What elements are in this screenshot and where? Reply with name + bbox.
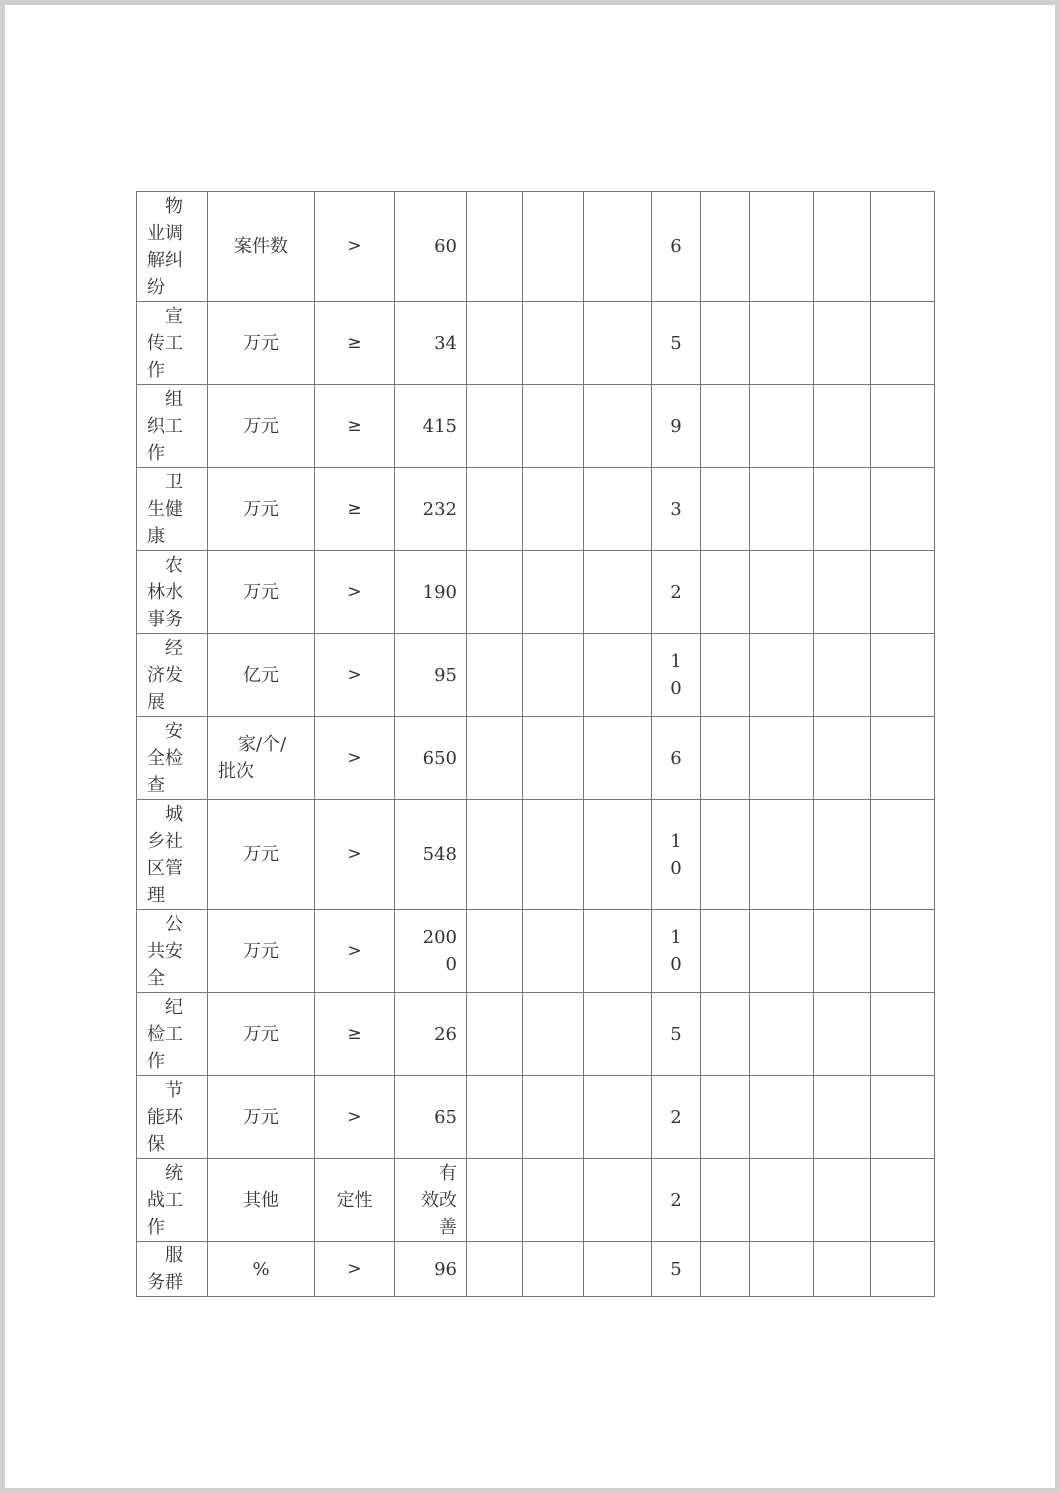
indicator-name-line: 共安 <box>147 940 183 962</box>
table-row <box>137 468 935 551</box>
indicator-name-line: 解纠 <box>147 249 183 271</box>
empty-cell <box>750 800 814 910</box>
empty-cell <box>467 551 523 634</box>
indicator-name-cell <box>137 1159 208 1242</box>
table-row <box>137 993 935 1076</box>
table-row <box>137 1159 935 1242</box>
document-page <box>5 5 1055 1488</box>
indicator-name-line: 展 <box>147 691 165 713</box>
empty-cell <box>871 468 935 551</box>
empty-cell <box>750 302 814 385</box>
comparison-operator-cell: > <box>315 910 395 993</box>
target-value-cell: 232 <box>395 468 467 551</box>
empty-cell <box>467 468 523 551</box>
unit-cell: 案件数 <box>208 192 315 302</box>
empty-cell <box>584 192 652 302</box>
empty-cell <box>701 1076 750 1159</box>
indicator-name-line: 组 <box>165 388 183 410</box>
empty-cell <box>523 192 584 302</box>
empty-cell <box>701 1242 750 1297</box>
empty-cell <box>814 800 871 910</box>
empty-cell <box>814 1159 871 1242</box>
indicator-name-cell <box>137 468 208 551</box>
empty-cell <box>523 800 584 910</box>
indicator-name-cell <box>137 800 208 910</box>
empty-cell <box>701 468 750 551</box>
table-row <box>137 634 935 717</box>
score-cell: 6 <box>652 192 701 302</box>
empty-cell <box>701 993 750 1076</box>
empty-cell <box>701 717 750 800</box>
indicator-name-line: 保 <box>147 1133 165 1155</box>
indicator-name-cell <box>137 993 208 1076</box>
comparison-operator-cell: > <box>315 717 395 800</box>
indicator-name-line: 生健 <box>147 498 183 520</box>
empty-cell <box>584 551 652 634</box>
score-cell: 1 0 <box>652 634 701 717</box>
target-value-cell: 60 <box>395 192 467 302</box>
empty-cell <box>523 1076 584 1159</box>
indicator-name-line: 作 <box>147 1216 165 1238</box>
empty-cell <box>750 634 814 717</box>
table-row <box>137 1242 935 1297</box>
empty-cell <box>750 385 814 468</box>
empty-cell <box>523 1242 584 1297</box>
score-cell: 5 <box>652 993 701 1076</box>
score-cell: 2 <box>652 1159 701 1242</box>
empty-cell <box>814 1242 871 1297</box>
empty-cell <box>584 910 652 993</box>
indicator-name-line: 城 <box>165 803 183 825</box>
empty-cell <box>750 468 814 551</box>
indicator-name-line: 服 <box>165 1245 183 1266</box>
indicator-name-cell <box>137 910 208 993</box>
empty-cell <box>523 302 584 385</box>
empty-cell <box>871 993 935 1076</box>
table-row <box>137 1076 935 1159</box>
empty-cell <box>750 192 814 302</box>
indicator-name-line: 全检 <box>147 747 183 769</box>
empty-cell <box>871 551 935 634</box>
indicator-name-line: 作 <box>147 1050 165 1072</box>
empty-cell <box>584 385 652 468</box>
score-cell: 3 <box>652 468 701 551</box>
indicator-name-line: 林水 <box>147 581 183 603</box>
indicator-name-line: 宣 <box>165 305 183 327</box>
empty-cell <box>750 1242 814 1297</box>
empty-cell <box>584 302 652 385</box>
empty-cell <box>467 717 523 800</box>
empty-cell <box>871 1159 935 1242</box>
indicator-name-line: 农 <box>165 554 183 576</box>
indicator-name-line: 乡社 <box>147 830 183 852</box>
indicator-name-cell <box>137 634 208 717</box>
comparison-operator-cell: ≥ <box>315 385 395 468</box>
indicator-name-line: 物 <box>165 195 183 217</box>
empty-cell <box>871 302 935 385</box>
indicator-table <box>136 191 935 1297</box>
unit-cell: 家/个/ 批次 <box>208 717 315 800</box>
indicator-name-line: 业调 <box>147 222 183 244</box>
indicator-name-line: 济发 <box>147 664 183 686</box>
comparison-operator-cell: > <box>315 551 395 634</box>
comparison-operator-cell: ≥ <box>315 302 395 385</box>
empty-cell <box>467 192 523 302</box>
score-cell: 5 <box>652 302 701 385</box>
empty-cell <box>584 1159 652 1242</box>
indicator-name-cell <box>137 551 208 634</box>
indicator-name-line: 理 <box>147 884 165 906</box>
empty-cell <box>523 1159 584 1242</box>
indicator-name-line: 作 <box>147 359 165 381</box>
unit-cell: 万元 <box>208 551 315 634</box>
target-value-cell: 34 <box>395 302 467 385</box>
empty-cell <box>584 468 652 551</box>
table-row <box>137 800 935 910</box>
table-body <box>137 192 935 1297</box>
target-value-cell: 190 <box>395 551 467 634</box>
empty-cell <box>523 993 584 1076</box>
empty-cell <box>701 800 750 910</box>
empty-cell <box>701 192 750 302</box>
indicator-name-line: 卫 <box>165 471 183 493</box>
unit-cell: 其他 <box>208 1159 315 1242</box>
score-cell: 1 0 <box>652 800 701 910</box>
empty-cell <box>467 385 523 468</box>
indicator-name-cell <box>137 1242 208 1297</box>
unit-cell: 万元 <box>208 385 315 468</box>
empty-cell <box>584 993 652 1076</box>
unit-cell: 亿元 <box>208 634 315 717</box>
indicator-name-line: 纷 <box>147 276 165 298</box>
target-value-cell: 415 <box>395 385 467 468</box>
table-row <box>137 385 935 468</box>
empty-cell <box>814 302 871 385</box>
unit-cell: % <box>208 1242 315 1297</box>
unit-cell: 万元 <box>208 993 315 1076</box>
indicator-name-cell <box>137 1076 208 1159</box>
empty-cell <box>871 1242 935 1297</box>
score-cell: 2 <box>652 1076 701 1159</box>
comparison-operator-cell: ≥ <box>315 468 395 551</box>
indicator-name-line: 节 <box>165 1079 183 1101</box>
empty-cell <box>584 800 652 910</box>
empty-cell <box>871 634 935 717</box>
target-value-cell: 96 <box>395 1242 467 1297</box>
unit-cell: 万元 <box>208 1076 315 1159</box>
indicator-name-line: 全 <box>147 967 165 989</box>
empty-cell <box>467 910 523 993</box>
indicator-name-line: 战工 <box>147 1189 183 1211</box>
indicator-name-cell <box>137 385 208 468</box>
empty-cell <box>814 910 871 993</box>
empty-cell <box>467 1076 523 1159</box>
score-cell: 1 0 <box>652 910 701 993</box>
target-value-cell: 548 <box>395 800 467 910</box>
indicator-name-line: 事务 <box>147 608 183 630</box>
empty-cell <box>814 993 871 1076</box>
indicator-name-line: 检工 <box>147 1023 183 1045</box>
indicator-name-line: 公 <box>165 913 183 935</box>
empty-cell <box>584 1076 652 1159</box>
indicator-name-cell <box>137 717 208 800</box>
score-cell: 2 <box>652 551 701 634</box>
empty-cell <box>701 385 750 468</box>
score-cell: 9 <box>652 385 701 468</box>
empty-cell <box>523 910 584 993</box>
empty-cell <box>814 717 871 800</box>
indicator-name-line: 康 <box>147 525 165 547</box>
empty-cell <box>814 385 871 468</box>
empty-cell <box>871 1076 935 1159</box>
table-row <box>137 302 935 385</box>
empty-cell <box>871 910 935 993</box>
empty-cell <box>523 385 584 468</box>
indicator-name-line: 织工 <box>147 415 183 437</box>
comparison-operator-cell: 定性 <box>315 1159 395 1242</box>
empty-cell <box>871 385 935 468</box>
indicator-name-line: 纪 <box>165 996 183 1018</box>
comparison-operator-cell: > <box>315 192 395 302</box>
comparison-operator-cell: ≥ <box>315 993 395 1076</box>
target-value-cell: 26 <box>395 993 467 1076</box>
indicator-name-cell <box>137 192 208 302</box>
empty-cell <box>750 717 814 800</box>
empty-cell <box>750 1076 814 1159</box>
comparison-operator-cell: > <box>315 800 395 910</box>
empty-cell <box>523 717 584 800</box>
indicator-name-line: 经 <box>165 637 183 659</box>
table-row <box>137 192 935 302</box>
score-cell: 6 <box>652 717 701 800</box>
comparison-operator-cell: > <box>315 634 395 717</box>
unit-cell: 万元 <box>208 910 315 993</box>
empty-cell <box>467 302 523 385</box>
indicator-name-cell <box>137 302 208 385</box>
empty-cell <box>523 634 584 717</box>
indicator-name-line: 安 <box>165 720 183 742</box>
empty-cell <box>871 192 935 302</box>
empty-cell <box>750 910 814 993</box>
unit-cell: 万元 <box>208 800 315 910</box>
empty-cell <box>814 192 871 302</box>
score-cell: 5 <box>652 1242 701 1297</box>
empty-cell <box>814 1076 871 1159</box>
target-value-cell: 65 <box>395 1076 467 1159</box>
indicator-name-line: 统 <box>165 1162 183 1184</box>
empty-cell <box>814 468 871 551</box>
empty-cell <box>750 551 814 634</box>
empty-cell <box>467 993 523 1076</box>
indicator-name-line: 作 <box>147 442 165 464</box>
indicator-name-line: 务群 <box>147 1272 183 1293</box>
empty-cell <box>467 800 523 910</box>
target-value-cell: 200 0 <box>395 910 467 993</box>
comparison-operator-cell: > <box>315 1242 395 1297</box>
empty-cell <box>701 302 750 385</box>
table-row <box>137 551 935 634</box>
empty-cell <box>701 910 750 993</box>
target-value-cell: 有 效改 善 <box>395 1159 467 1242</box>
empty-cell <box>871 717 935 800</box>
unit-cell: 万元 <box>208 302 315 385</box>
empty-cell <box>467 1242 523 1297</box>
empty-cell <box>701 1159 750 1242</box>
indicator-name-line: 查 <box>147 774 165 796</box>
table-row <box>137 910 935 993</box>
indicator-name-line: 区管 <box>147 857 183 879</box>
empty-cell <box>871 800 935 910</box>
empty-cell <box>701 634 750 717</box>
indicator-name-line: 能环 <box>147 1106 183 1128</box>
target-value-cell: 650 <box>395 717 467 800</box>
empty-cell <box>467 1159 523 1242</box>
unit-cell: 万元 <box>208 468 315 551</box>
indicator-name-line: 传工 <box>147 332 183 354</box>
target-value-cell: 95 <box>395 634 467 717</box>
empty-cell <box>523 551 584 634</box>
empty-cell <box>584 717 652 800</box>
empty-cell <box>523 468 584 551</box>
comparison-operator-cell: > <box>315 1076 395 1159</box>
empty-cell <box>584 1242 652 1297</box>
empty-cell <box>814 551 871 634</box>
empty-cell <box>584 634 652 717</box>
empty-cell <box>467 634 523 717</box>
empty-cell <box>814 634 871 717</box>
empty-cell <box>750 1159 814 1242</box>
empty-cell <box>701 551 750 634</box>
table-row <box>137 717 935 800</box>
empty-cell <box>750 993 814 1076</box>
